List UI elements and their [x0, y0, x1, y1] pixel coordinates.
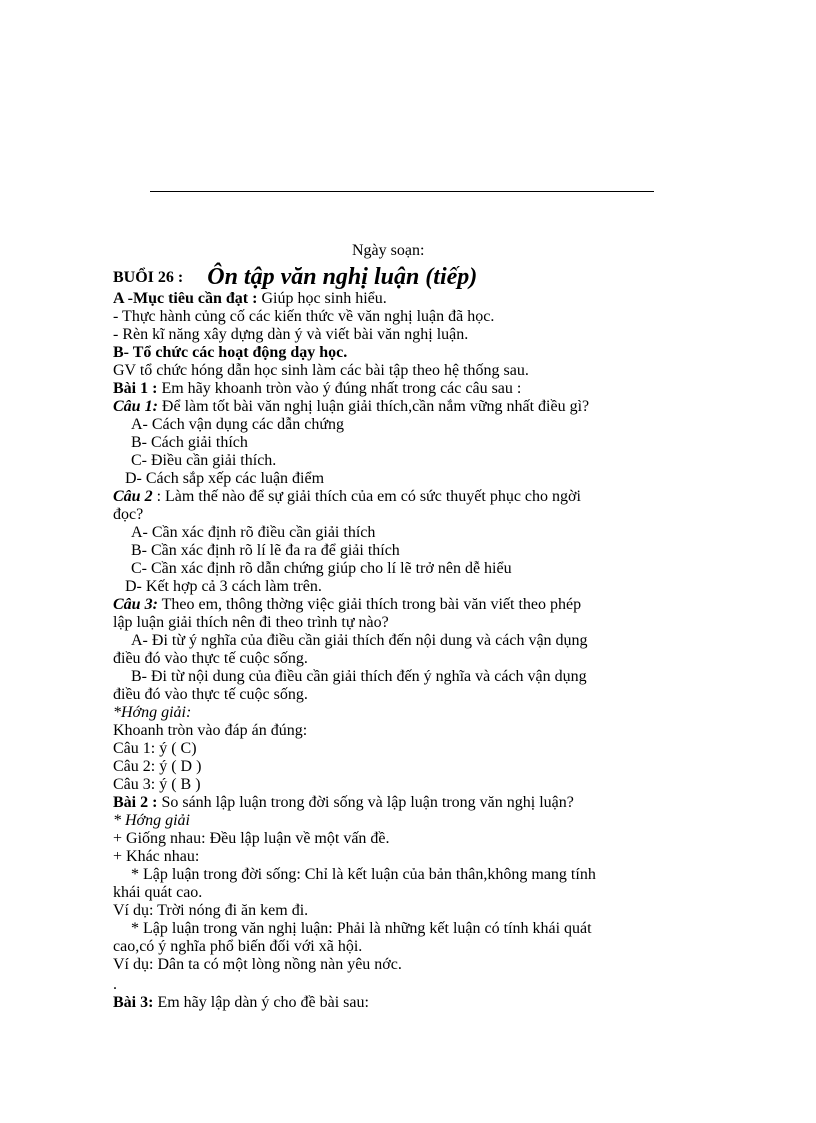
session-label: BUỔI 26 :: [113, 269, 184, 286]
cau2-text: : Làm thế nào để sự giải thích của em có sức thuyết phục cho ngời: [152, 488, 581, 505]
bai2-guide-label: * Hớng giải: [113, 812, 190, 829]
cau1-text: Để làm tốt bài văn nghị luận giải thích,cần nắm vững nhất điều gì?: [157, 398, 590, 415]
bai2-text: So sánh lập luận trong đời sống và lập luận trong văn nghị luận?: [157, 794, 574, 811]
objectives-intro: Giúp học sinh hiểu.: [257, 290, 387, 307]
objective-item: - Thực hành củng cố các kiến thức về văn nghị luận đã học.: [113, 308, 495, 325]
bai3-text: Em hãy lập dàn ý cho đề bài sau:: [153, 994, 369, 1011]
cau2-option: D- Kết hợp cả 3 cách làm trên.: [125, 578, 322, 595]
guide1-label: *Hớng giải:: [113, 704, 192, 721]
cau3-text: Theo em, thông thờng việc giải thích trong bài văn viết theo phép: [157, 596, 582, 613]
objectives-heading-line: [113, 290, 387, 308]
objectives-heading: A -Mục tiêu cần đạt :: [113, 290, 258, 307]
cau2-line: [113, 488, 581, 506]
cau1-option: A- Cách vận dụng các dẫn chứng: [131, 416, 345, 433]
cau3-line: [113, 596, 581, 614]
date-label: Ngày soạn:: [352, 242, 425, 259]
answer-item: Câu 2: ý ( D ): [113, 758, 202, 775]
session-heading: [113, 264, 478, 290]
bai2-life: * Lập luận trong đời sống: Chỉ là kết luận của bản thân,không mang tính: [131, 866, 596, 883]
cau1-option: C- Điều cần giải thích.: [131, 452, 277, 469]
cau2-label: Câu 2: [113, 488, 153, 505]
cau3-option-a: A- Đi từ ý nghĩa của điều cần giải thích đến nội dung và cách vận dụng: [131, 632, 588, 649]
cau1-option: D- Cách sắp xếp các luận điểm: [125, 470, 325, 487]
cau3-option-a-cont: điều đó vào thực tế cuộc sống.: [113, 650, 308, 667]
cau2-text-cont: đọc?: [113, 506, 144, 523]
answer-item: Câu 1: ý ( C): [113, 740, 197, 757]
cau1-label: Câu 1:: [113, 398, 158, 415]
cau3-text-cont: lập luận giải thích nên đi theo trình tự nào?: [113, 614, 389, 631]
header-rule: [150, 191, 654, 192]
bai1-label: Bài 1 :: [113, 380, 158, 397]
session-title: Ôn tập văn nghị luận (tiếp): [207, 264, 478, 290]
cau1-option: B- Cách giải thích: [131, 434, 248, 451]
cau3-label: Câu 3:: [113, 596, 158, 613]
cau2-option: B- Cần xác định rõ lí lẽ đa ra để giải thích: [131, 542, 400, 559]
bai2-life-example: Ví dụ: Trời nóng đi ăn kem đi.: [113, 902, 309, 919]
bai2-essay-cont: cao,có ý nghĩa phổ biến đối với xã hội.: [113, 938, 363, 955]
cau2-option: C- Cần xác định rõ dẫn chứng giúp cho lí lẽ trở nên dễ hiểu: [131, 560, 512, 577]
bai3-label: Bài 3:: [113, 994, 154, 1011]
bai2-label: Bài 2 :: [113, 794, 158, 811]
bai2-essay-example: Ví dụ: Dân ta có một lòng nồng nàn yêu nớc.: [113, 956, 402, 973]
activities-intro: GV tổ chức hóng dẫn học sinh làm các bài tập theo hệ thống sau.: [113, 362, 529, 379]
bai2-same: + Giống nhau: Đều lập luận về một vấn đề.: [113, 830, 390, 847]
guide1-intro: Khoanh tròn vào đáp án đúng:: [113, 722, 308, 739]
cau3-option-b: B- Đi từ nội dung của điều cần giải thích đến ý nghĩa và cách vận dụng: [131, 668, 587, 685]
bai3-line: [113, 994, 369, 1012]
stray-dot: .: [113, 976, 117, 993]
cau1-line: [113, 398, 589, 416]
bai2-essay: * Lập luận trong văn nghị luận: Phải là những kết luận có tính khái quát: [131, 920, 592, 937]
cau2-option: A- Cần xác định rõ điều cần giải thích: [131, 524, 376, 541]
bai2-diff: + Khác nhau:: [113, 848, 200, 865]
bai2-life-cont: khái quát cao.: [113, 884, 203, 901]
activities-heading: B- Tổ chức các hoạt động dạy học.: [113, 344, 348, 361]
bai2-line: [113, 794, 574, 812]
bai1-text: Em hãy khoanh tròn vào ý đúng nhất trong các câu sau :: [157, 380, 522, 397]
objective-item: - Rèn kĩ năng xây dựng dàn ý và viết bài văn nghị luận.: [113, 326, 469, 343]
cau3-option-b-cont: điều đó vào thực tế cuộc sống.: [113, 686, 308, 703]
answer-item: Câu 3: ý ( B ): [113, 776, 201, 793]
bai1-line: [113, 380, 521, 398]
